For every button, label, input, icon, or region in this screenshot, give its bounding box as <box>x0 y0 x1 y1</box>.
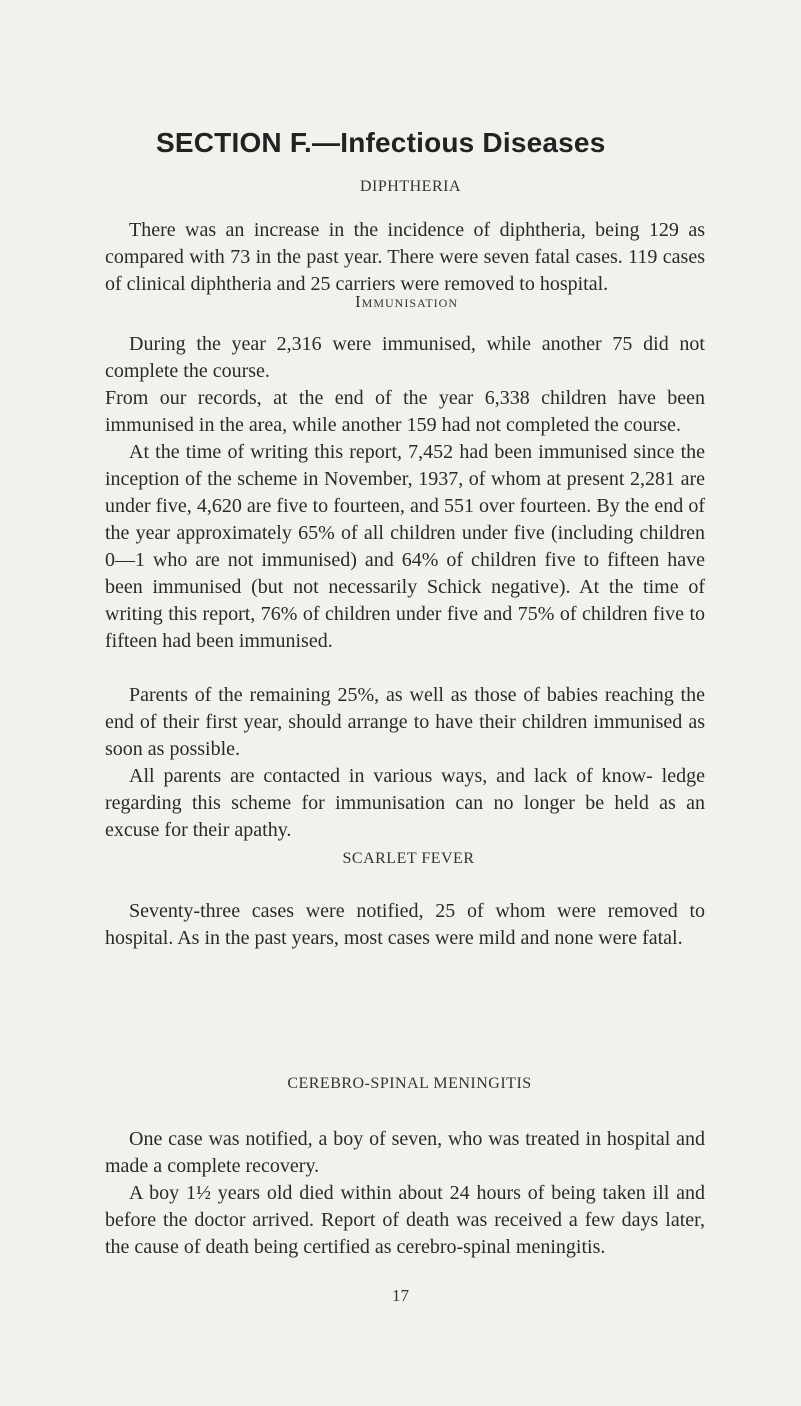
cerebro-spinal-paragraph-1: One case was notified, a boy of seven, who was treated in hospital and made a complete recovery. <box>105 1128 705 1177</box>
page-number: 17 <box>392 1286 409 1305</box>
scarlet-fever-paragraph: Seventy-three cases were notified, 25 of whom were removed to hospital. As in the past years, most cases were mild and none were fatal. <box>105 900 705 949</box>
immunisation-paragraph-4: Parents of the remaining 25%, as well as those of babies reaching the end of their first year, should arrange to have their children immunised as soon as possible. <box>105 684 705 760</box>
scarlet-fever-heading: SCARLET FEVER <box>342 850 475 867</box>
immunisation-heading: Immunisation <box>355 292 458 311</box>
immunisation-paragraph-3: At the time of writing this report, 7,452 had been immunised since the inception of the scheme in November, 1937, of whom at present 2,281 are under five, 4,620 are five to fourteen, and 551 over fourteen. By the end of the year approximately 65% of all children under five (including children 0—1 who are not immunised) and 64% of children five to fifteen have been immunised (but not necessarily Schick negative). At the time of writing this report, 76% of children under five and 75% of children five to fifteen had been immunised. <box>105 441 705 652</box>
immunisation-paragraph-2: From our records, at the end of the year 6,338 children have been immunised in the area, while another 159 had not completed the course. <box>105 387 705 436</box>
cerebro-spinal-heading: CEREBRO-SPINAL MENINGITIS <box>287 1075 532 1092</box>
section-title: SECTION F.—Infectious Diseases <box>156 127 606 158</box>
immunisation-paragraph-1: During the year 2,316 were immunised, while another 75 did not complete the course. <box>105 333 705 382</box>
diphtheria-paragraph: There was an increase in the incidence of diphtheria, being 129 as compared with 73 in the past year. There were seven fatal cases. 119 cases of clinical diphtheria and 25 carriers were removed to hospital. <box>105 219 705 295</box>
diphtheria-heading: DIPHTHERIA <box>360 178 461 195</box>
immunisation-paragraph-5: All parents are contacted in various ways, and lack of know- ledge regarding this scheme for immunisation can no longer be held as an excuse for their apathy. <box>105 765 705 841</box>
cerebro-spinal-paragraph-2: A boy 1½ years old died within about 24 hours of being taken ill and before the doctor arrived. Report of death was received a few days later, the cause of death being certified as cerebro-spinal meningitis. <box>105 1182 705 1258</box>
